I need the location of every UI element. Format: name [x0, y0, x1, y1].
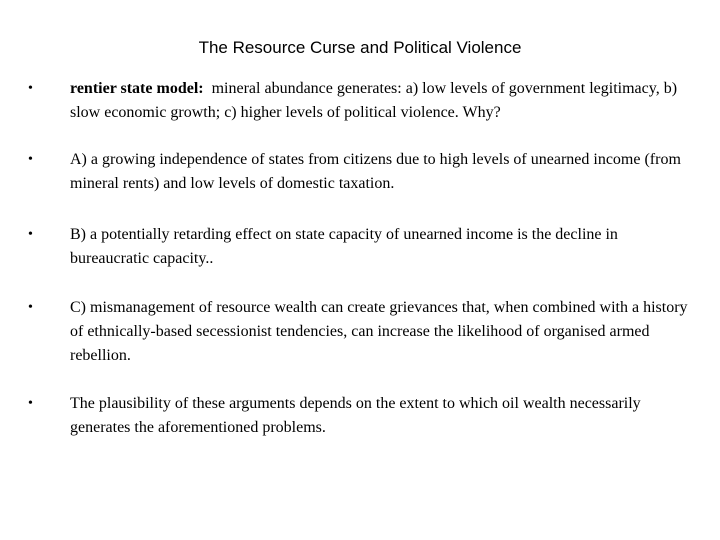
bullet-icon: •: [28, 152, 33, 167]
bullet-text: C) mismanagement of resource wealth can create grievances that, when combined with a history of ethnically-based secessionist tendencies, can increase the likelihood of organised armed rebellion.: [70, 299, 688, 364]
bullet-icon: •: [28, 227, 33, 242]
bullet-text: B) a potentially retarding effect on state capacity of unearned income is the decline in bureaucratic capacity..: [70, 226, 618, 267]
bullet-text: A) a growing independence of states from citizens due to high levels of unearned income (from mineral rents) and low levels of domestic taxation.: [70, 151, 681, 192]
bullet-bold-lead: rentier state model:: [70, 80, 204, 97]
bullet-icon: •: [28, 396, 33, 411]
bullet-body: mineral abundance generates: a) low levels of government legitimacy, b) slow economic growth; c) higher levels of political violence. Why?: [70, 80, 678, 121]
bullet-text: The plausibility of these arguments depends on the extent to which oil wealth necessarily generates the aforementioned problems.: [70, 395, 641, 436]
bullet-icon: •: [28, 81, 33, 96]
slide-title: The Resource Curse and Political Violence: [198, 38, 522, 57]
bullet-text: [70, 77, 690, 125]
bullet-icon: •: [28, 300, 33, 315]
